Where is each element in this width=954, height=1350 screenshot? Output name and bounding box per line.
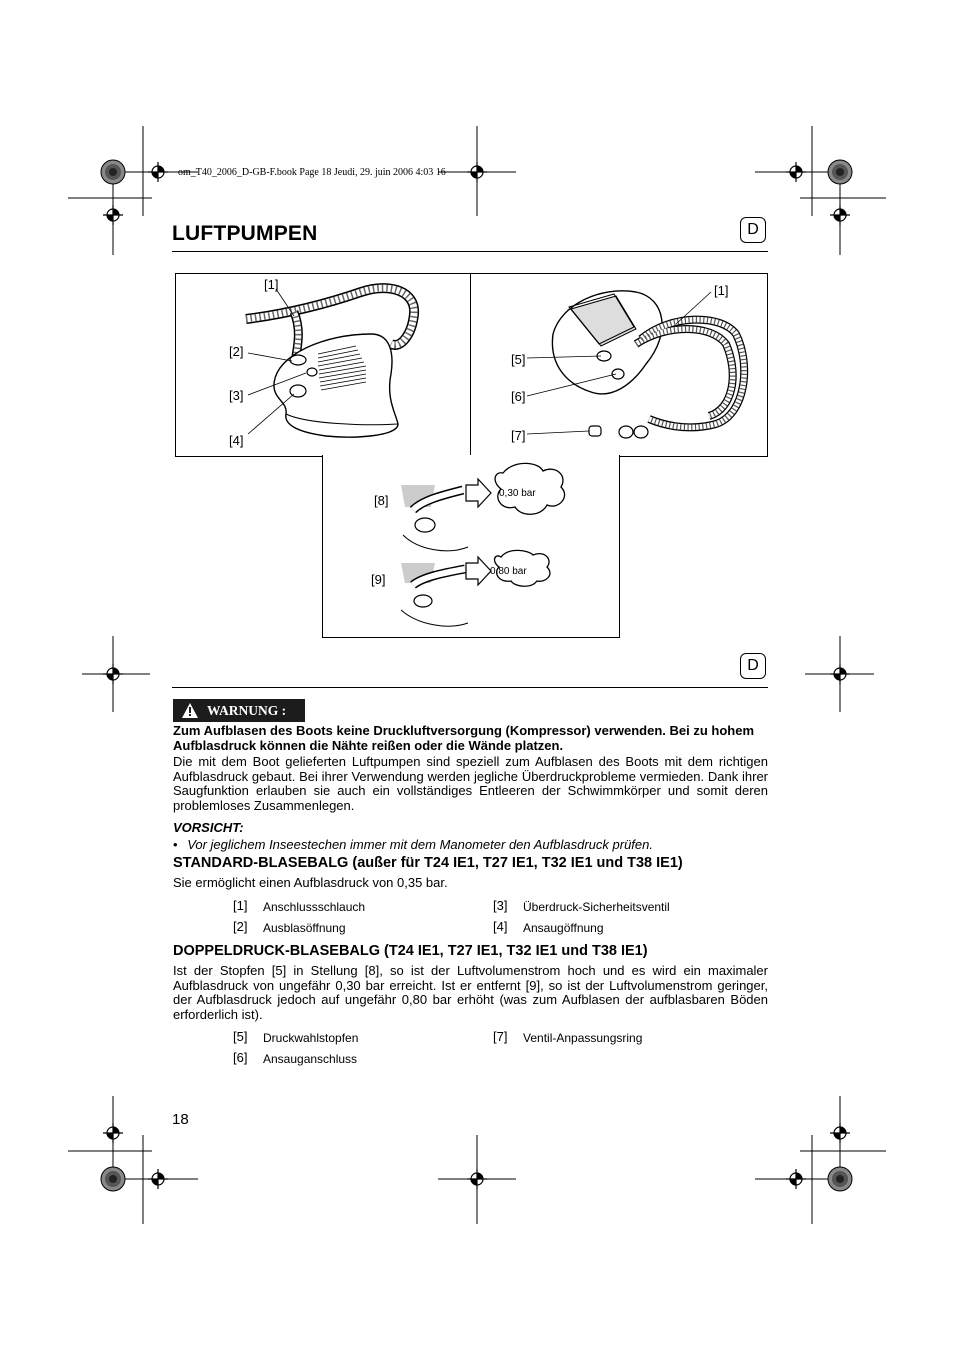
figure-double-pump (470, 273, 768, 457)
standard-pump-illustration (176, 274, 471, 456)
standard-text: Sie ermöglicht einen Aufblasdruck von 0,35 bar. (173, 875, 448, 890)
callout-7: [7] (511, 428, 526, 443)
double-text: Ist der Stopfen [5] in Stellung [8], so ist der Luftvolumenstrom hoch und es wird ein maximaler Aufblasdruck von ungefähr 0,30 bar erreicht. Ist er entfernt [9], so ist der Luftvolumenstrom geringer, der Aufblasdruck jedoch auf ungefähr 0,80 bar erhöht (was zum Aufblasen der aufblasbaren Böden erforderlich ist). (173, 963, 768, 1022)
double-heading: DOPPELDRUCK-BLASEBALG (T24 IE1, T27 IE1, T32 IE1 und T38 IE1) (173, 943, 648, 959)
pressure-settings-illustration (323, 455, 619, 637)
callout-8: [8] (374, 493, 389, 508)
callout-9: [9] (371, 572, 386, 587)
figure-standard-pump (175, 273, 472, 457)
standard-heading: STANDARD-BLASEBALG (außer für T24 IE1, T27 IE1, T32 IE1 und T38 IE1) (173, 855, 683, 871)
language-badge-top: D (740, 217, 766, 243)
language-badge-mid: D (740, 653, 766, 679)
callout-5: [5] (511, 352, 526, 367)
page-title: LUFTPUMPEN (172, 222, 318, 245)
callout-3: [3] (229, 388, 244, 403)
caution-item (173, 838, 768, 853)
print-header: om_T40_2006_D-GB-F.book Page 18 Jeudi, 29. juin 2006 4:03 16 (178, 167, 446, 178)
section-rule (172, 687, 768, 688)
pressure-label-high-pressure: 0,80 bar (490, 566, 527, 577)
caution-text: Vor jeglichem Inseestechen immer mit dem Manometer den Aufblasdruck prüfen. (187, 837, 653, 852)
callout-6: [6] (511, 389, 526, 404)
title-rule (172, 251, 768, 252)
callout-1-right: [1] (714, 283, 729, 298)
figure-pressure-settings (322, 455, 620, 638)
callout-1: [1] (264, 277, 279, 292)
pressure-label-high-flow: 0,30 bar (499, 488, 536, 499)
warning-label: WARNUNG : (207, 703, 287, 718)
page-number: 18 (172, 1111, 189, 1128)
bullet: • (173, 837, 178, 852)
warning-bold-text: Zum Aufblasen des Boots keine Druckluftversorgung (Kompressor) verwenden. Bei zu hohem Aufblasdruck können die Nähte reißen oder die Wände platzen. (173, 723, 755, 753)
warning-triangle-icon (181, 702, 199, 719)
warning-text: Die mit dem Boot gelieferten Luftpumpen sind speziell zum Aufblasen des Boots mit dem richtigen Aufblasdruck gebaut. Bei ihrer Verwendung werden jegliche Überdruckprobleme vermieden. Dank ihrer Saugfunktion erlauben sie auch ein vollständiges Entleeren der Schwimmkörper und somit deren problemloses Zusammenlegen. (173, 754, 768, 813)
caution-label: VORSICHT: (173, 820, 244, 835)
warning-badge (173, 699, 305, 722)
callout-4: [4] (229, 433, 244, 448)
callout-2: [2] (229, 344, 244, 359)
